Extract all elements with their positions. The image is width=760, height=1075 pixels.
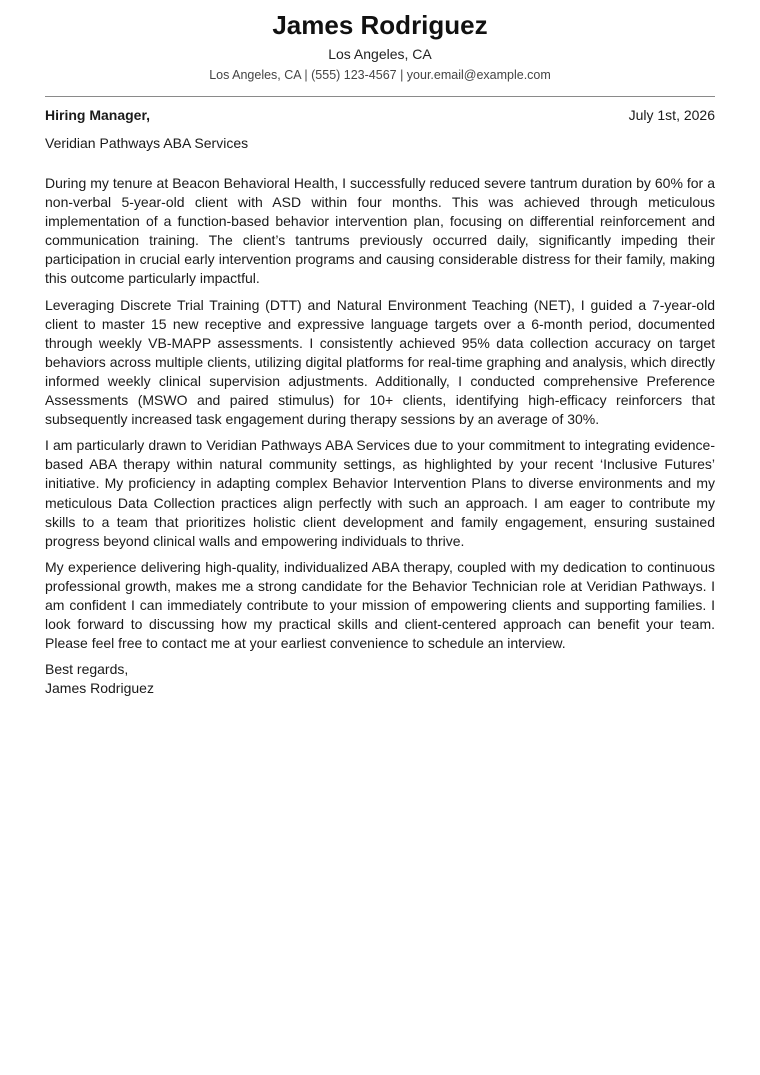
letter-body <box>45 174 715 653</box>
recipient-salutation: Hiring Manager, <box>45 107 151 123</box>
letter-header <box>45 0 715 83</box>
letter-date: July 1st, 2026 <box>628 107 715 123</box>
body-paragraph-1: During my tenure at Beacon Behavioral Health, I successfully reduced severe tantrum duration by 60% for a non-verbal 5-year-old client with ASD within four months. This was achieved through meticulous implementation of a function-based behavior intervention plan, focusing on differential reinforcement and communication training. The client’s tantrums previously occurred daily, significantly impeding their participation in crucial early intervention programs and causing considerable distress for their family, making this outcome particularly impactful. <box>45 175 715 287</box>
body-paragraph-3: I am particularly drawn to Veridian Pathways ABA Services due to your commitment to integrating evidence-based ABA therapy within natural community settings, as highlighted by your recent ‘Inclusive Futures’ initiative. My proficiency in adapting complex Behavior Intervention Plans to diverse environments and my meticulous Data Collection practices align perfectly with such an approach. I am eager to contribute my skills to a team that prioritizes holistic client development and family engagement, ensuring sustained progress beyond clinical walls and empowering individuals to thrive. <box>45 437 715 549</box>
applicant-name: James Rodriguez <box>272 10 488 40</box>
header-divider <box>45 96 715 97</box>
company-name: Veridian Pathways ABA Services <box>45 135 249 151</box>
body-paragraph-2: Leveraging Discrete Trial Training (DTT) and Natural Environment Teaching (NET), I guided a 7-year-old client to master 15 new receptive and expressive language targets over a 6-month period, documented through weekly VB-MAPP assessments. I consistently achieved 95% data collection accuracy on target behaviors across multiple clients, utilizing digital platforms for real-time graphing and analysis, which directly informed weekly clinical supervision adjustments. Additionally, I conducted comprehensive Preference Assessments (MSWO and paired stimulus) for 10+ clients, identifying high-efficacy reinforcers that subsequently increased task engagement during therapy sessions by an average of 30%. <box>45 296 715 428</box>
letter-closing <box>45 660 715 698</box>
contact-info: Los Angeles, CA | (555) 123-4567 | your.email@example.com <box>209 68 551 82</box>
applicant-location: Los Angeles, CA <box>328 46 432 62</box>
body-paragraph-4: My experience delivering high-quality, individualized ABA therapy, coupled with my dedication to continuous professional growth, makes me a strong candidate for the Behavior Technician role at Veridian Pathways. I am confident I can immediately contribute to your mission of empowering clients and supporting families. I look forward to discussing how my practical skills and client-centered approach can benefit your team. Please feel free to contact me at your earliest convenience to schedule an interview. <box>45 558 715 652</box>
cover-letter-page <box>45 0 715 698</box>
closing-phrase: Best regards, <box>45 661 129 678</box>
recipient-date-row <box>45 106 715 124</box>
signature-name: James Rodriguez <box>45 680 154 697</box>
